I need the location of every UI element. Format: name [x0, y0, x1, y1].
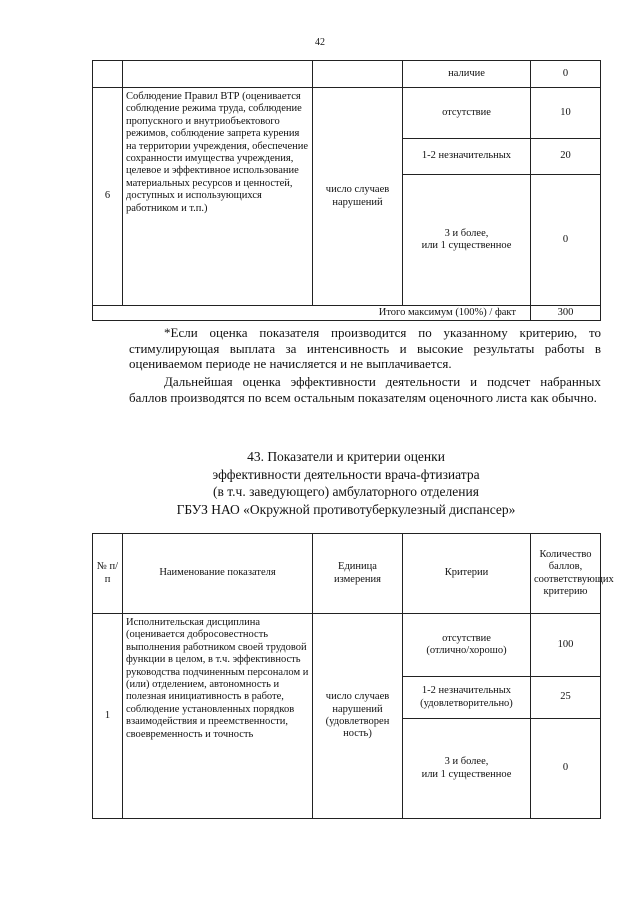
criterion-line: 3 и более,	[444, 756, 489, 768]
section-title-line: эффективности деятельности врача-фтизиатра	[212, 466, 480, 482]
section-title-line: ГБУЗ НАО «Окружной противотуберкулезный диспансер»	[176, 501, 516, 517]
header-unit: Единица измерения	[313, 534, 403, 614]
header-number: № п/п	[93, 534, 123, 614]
row-number: 6	[93, 88, 123, 306]
continued-criteria-table	[92, 60, 601, 321]
header-criteria: Критерии	[403, 534, 531, 614]
evaluation-criteria-table	[92, 533, 614, 819]
footnote-paragraph: *Если оценка показателя производится по указанному критерию, то стимулирующая выплата за интенсивность и высокие результаты работы в оцениваемом периоде не начисляется и не выплачивается.	[129, 325, 601, 371]
criterion-cell	[403, 614, 531, 677]
points-cell: 100	[531, 614, 601, 677]
criterion-cell: 1-2 незначительных	[403, 139, 531, 175]
indicator-name: Исполнительская дисциплина (оценивается добросовестность выполнения работником своей трудовой функции в целом, в т.ч. эффективность руководства подчиненным персоналом и (или) отделением, автономность и полезная инициативность в работе, соблюдение установленных порядков взаимодействия и преемственности, своевременность и точность	[123, 614, 313, 819]
points-cell: 20	[531, 139, 601, 175]
criterion-line: 3 и более,	[444, 227, 489, 239]
criterion-cell	[403, 677, 531, 719]
total-value: 300	[531, 306, 601, 321]
header-points: Количество баллов, соответствующих критерию	[531, 534, 601, 614]
table-cell	[313, 61, 403, 88]
unit-cell: число случаев нарушений (удовлетворен ность)	[313, 614, 403, 819]
table-cell	[93, 61, 123, 88]
criterion-cell: наличие	[403, 61, 531, 88]
header-name: Наименование показателя	[123, 534, 313, 614]
page-number: 42	[315, 37, 325, 48]
points-cell: 25	[531, 677, 601, 719]
note-paragraph: Дальнейшая оценка эффективности деятельности и подсчет набранных баллов производятся по всем остальным показателям оценочного листа как обычно.	[129, 374, 601, 405]
table-row	[93, 61, 601, 88]
section-title-line: 43. Показатели и критерии оценки	[247, 449, 445, 464]
row-number: 1	[93, 614, 123, 819]
points-cell: 0	[531, 61, 601, 88]
criterion-line: (удовлетворительно)	[420, 697, 513, 709]
criterion-line: или 1 существенное	[421, 768, 512, 780]
criterion-cell	[403, 175, 531, 306]
table-cell	[123, 61, 313, 88]
criterion-cell	[403, 719, 531, 819]
points-cell: 10	[531, 88, 601, 139]
total-label: Итого максимум (100%) / факт	[93, 306, 531, 321]
points-cell: 0	[531, 175, 601, 306]
total-row	[93, 306, 601, 321]
unit-cell: число случаев нарушений	[313, 88, 403, 306]
table-row	[93, 614, 601, 677]
criterion-cell: отсутствие	[403, 88, 531, 139]
criterion-line: или 1 существенное	[421, 240, 512, 251]
indicator-name: Соблюдение Правил ВТР (оценивается соблюдение режима труда, соблюдение пропускного и внутриобъектового режимов, соблюдение запрета курения на территории учреждения, обеспечение сохранности имущества учреждения, целевое и эффективное использование материальных ресурсов и ценностей, доступных и использующихся работником и т.п.)	[123, 88, 313, 306]
header-row	[93, 534, 601, 614]
criterion-line: 1-2 незначительных	[421, 685, 512, 697]
points-cell: 0	[531, 719, 601, 819]
table-row	[93, 88, 601, 139]
criterion-line: (отлично/хорошо)	[426, 645, 507, 656]
criterion-line: отсутствие	[442, 632, 491, 644]
section-title	[92, 448, 600, 518]
section-title-line: (в т.ч. заведующего) амбулаторного отделения	[213, 484, 479, 499]
